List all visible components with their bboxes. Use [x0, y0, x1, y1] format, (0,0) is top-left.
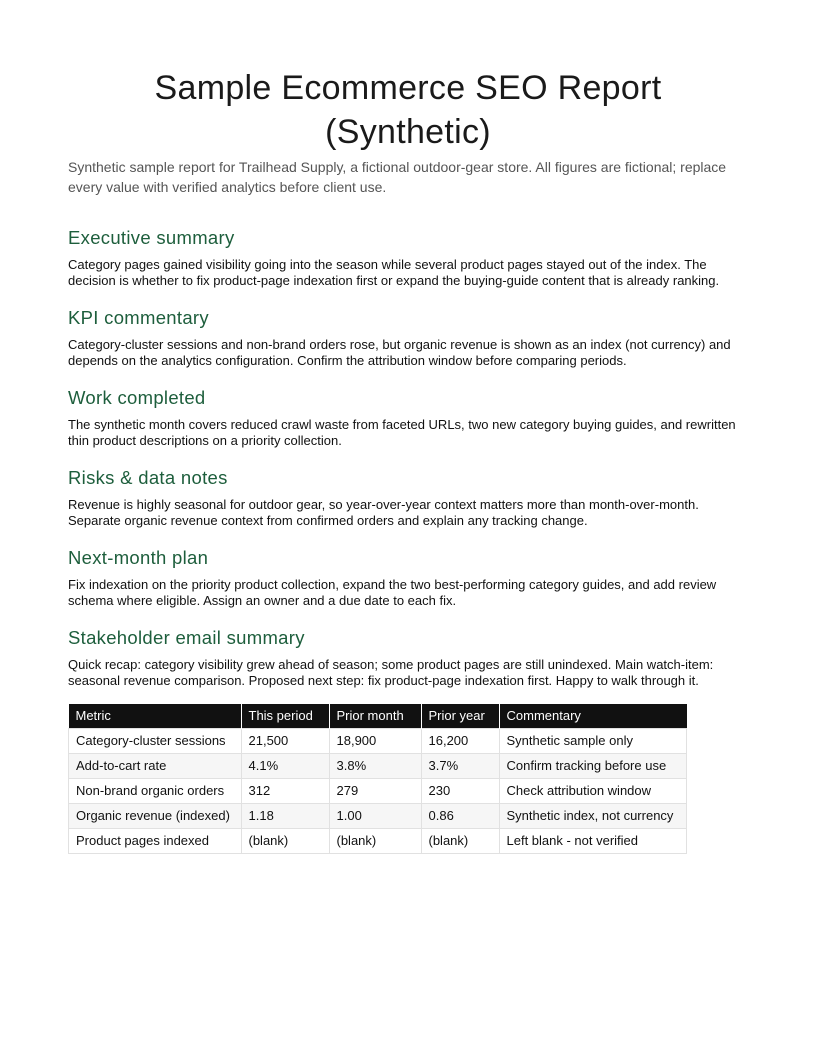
- table-row: [69, 754, 687, 779]
- risks-body: Revenue is highly seasonal for outdoor gear, so year-over-year context matters more than month-over-month. Separate organic revenue context from confirmed orders and explain any tracking change.: [68, 497, 699, 528]
- table-cell-prior-month: 18,900: [329, 729, 421, 754]
- table-row: [69, 779, 687, 804]
- executive-summary-section: [68, 226, 748, 289]
- table-cell-metric: Organic revenue (indexed): [69, 804, 242, 829]
- stakeholder-email-heading: Stakeholder email summary: [68, 627, 305, 648]
- table-cell-prior-year: 16,200: [421, 729, 499, 754]
- table-header-row: [69, 704, 687, 729]
- risks-heading: Risks & data notes: [68, 467, 228, 488]
- table-row: [69, 804, 687, 829]
- next-month-section: [68, 546, 748, 609]
- kpi-commentary-body: Category-cluster sessions and non-brand orders rose, but organic revenue is shown as an index (not currency) and depends on the analytics configuration. Confirm the attribution window before comparing periods.: [68, 337, 731, 368]
- work-completed-body: The synthetic month covers reduced crawl waste from faceted URLs, two new category buying guides, and rewritten thin product descriptions on a priority collection.: [68, 417, 736, 448]
- kpi-commentary-heading: KPI commentary: [68, 307, 209, 328]
- next-month-heading: Next-month plan: [68, 547, 209, 568]
- table-cell-commentary: Left blank - not verified: [499, 829, 687, 854]
- table-cell-metric: Add-to-cart rate: [69, 754, 242, 779]
- stakeholder-email-body: Quick recap: category visibility grew ahead of season; some product pages are still unindexed. Main watch-item: seasonal revenue comparison. Proposed next step: fix product-page indexation first. Happy to walk through it.: [68, 657, 714, 688]
- next-month-body: Fix indexation on the priority product collection, expand the two best-performing category guides, and add review schema where eligible. Assign an owner and a due date to each fix.: [68, 577, 717, 608]
- risks-section: [68, 466, 748, 529]
- report-title: Sample Ecommerce SEO Report (Synthetic): [154, 69, 662, 151]
- column-header-prior-month: Prior month: [329, 704, 421, 729]
- kpi-table: [68, 704, 687, 854]
- table-cell-commentary: Check attribution window: [499, 779, 687, 804]
- column-header-commentary: Commentary: [499, 704, 687, 729]
- table-cell-metric: Non-brand organic orders: [69, 779, 242, 804]
- table-cell-commentary: Confirm tracking before use: [499, 754, 687, 779]
- table-cell-prior-month: 279: [329, 779, 421, 804]
- column-header-this-period: This period: [241, 704, 329, 729]
- executive-summary-body: Category pages gained visibility going into the season while several product pages stayed out of the index. The decision is whether to fix product-page indexation first or expand the buying-guide content that is already ranking.: [68, 257, 720, 288]
- table-cell-prior-year: 3.7%: [421, 754, 499, 779]
- stakeholder-email-section: [68, 626, 748, 689]
- report-page: [68, 66, 748, 854]
- table-cell-this-period: 312: [241, 779, 329, 804]
- table-cell-this-period: (blank): [241, 829, 329, 854]
- table-cell-metric: Product pages indexed: [69, 829, 242, 854]
- table-cell-prior-month: 3.8%: [329, 754, 421, 779]
- table-cell-prior-year: 0.86: [421, 804, 499, 829]
- table-cell-prior-year: 230: [421, 779, 499, 804]
- table-cell-prior-month: (blank): [329, 829, 421, 854]
- column-header-metric: Metric: [69, 704, 242, 729]
- table-cell-commentary: Synthetic sample only: [499, 729, 687, 754]
- report-subtitle: Synthetic sample report for Trailhead Supply, a fictional outdoor-gear store. All figures are fictional; replace every value with verified analytics before client use.: [68, 159, 727, 195]
- work-completed-section: [68, 386, 748, 449]
- table-cell-this-period: 1.18: [241, 804, 329, 829]
- kpi-commentary-section: [68, 306, 748, 369]
- table-row: [69, 829, 687, 854]
- table-cell-metric: Category-cluster sessions: [69, 729, 242, 754]
- table-cell-this-period: 21,500: [241, 729, 329, 754]
- executive-summary-heading: Executive summary: [68, 227, 235, 248]
- table-cell-prior-year: (blank): [421, 829, 499, 854]
- table-cell-prior-month: 1.00: [329, 804, 421, 829]
- table-cell-this-period: 4.1%: [241, 754, 329, 779]
- table-cell-commentary: Synthetic index, not currency: [499, 804, 687, 829]
- table-row: [69, 729, 687, 754]
- column-header-prior-year: Prior year: [421, 704, 499, 729]
- work-completed-heading: Work completed: [68, 387, 206, 408]
